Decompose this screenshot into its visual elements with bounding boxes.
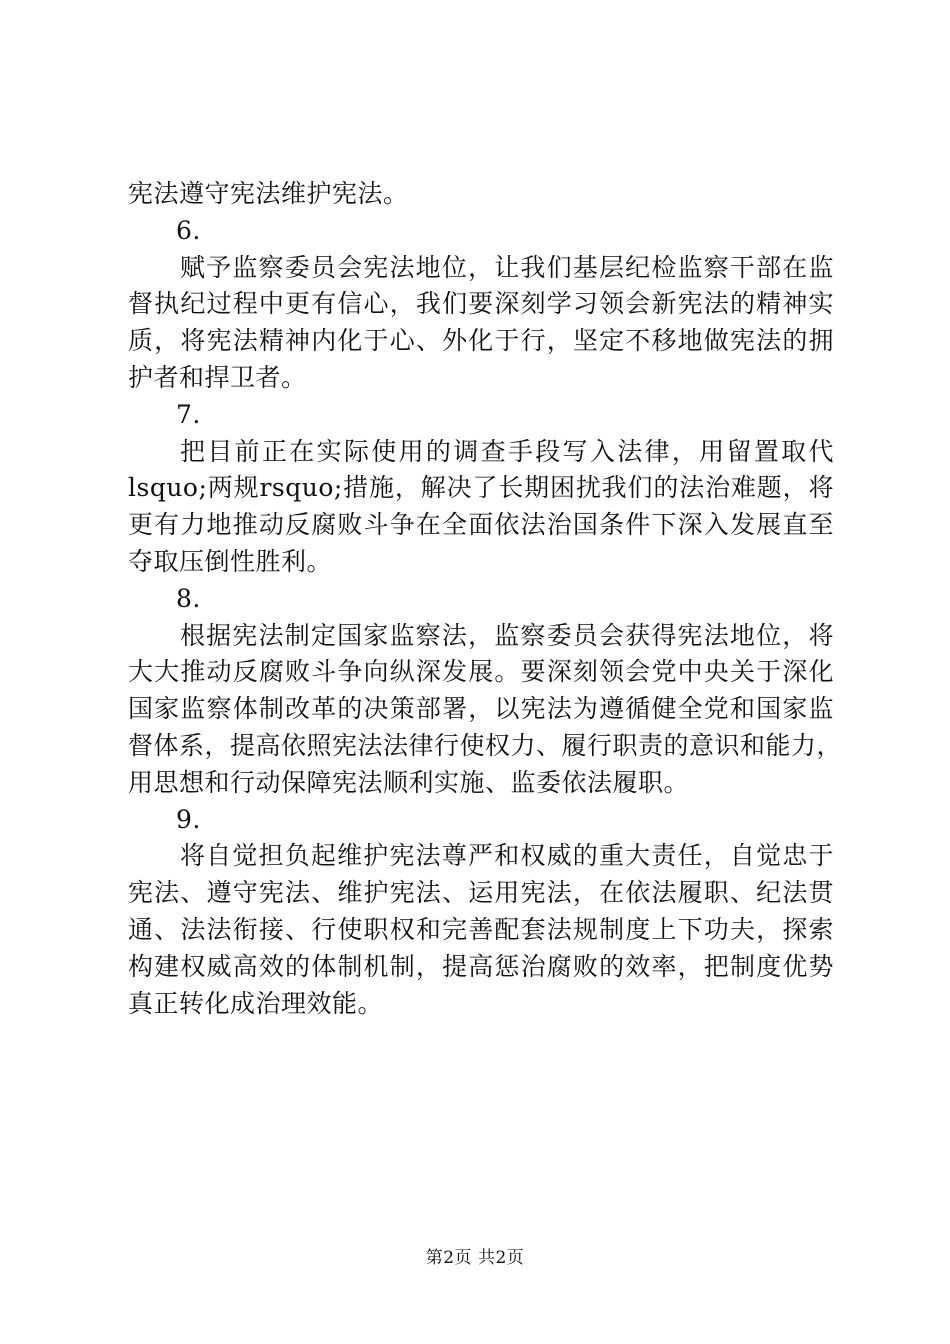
text-line: 通、法法衔接、行使职权和完善配套法规制度上下功夫，探索 (128, 914, 834, 944)
text-line: 将自觉担负起维护宪法尊严和权威的重大责任，自觉忠于 (180, 841, 834, 871)
text-line: 根据宪法制定国家监察法，监察委员会获得宪法地位，将 (180, 620, 834, 650)
text-line: 宪法、遵守宪法、维护宪法、运用宪法，在依法履职、纪法贯 (128, 878, 834, 908)
text-line: 大大推动反腐败斗争向纵深发展。要深刻领会党中央关于深化 (128, 657, 834, 687)
item-number-9: 9. (176, 804, 201, 834)
text-line: 用思想和行动保障宪法顺利实施、监委依法履职。 (128, 767, 690, 797)
page-footer (0, 1243, 950, 1268)
text-line: 督体系，提高依照宪法法律行使权力、履行职责的意识和能力， (128, 730, 843, 760)
text-line: 质，将宪法精神内化于心、外化于行，坚定不移地做宪法的拥 (128, 326, 834, 356)
item-number-7: 7. (176, 399, 201, 429)
text-line: 督执纪过程中更有信心，我们要深刻学习领会新宪法的精神实 (128, 289, 834, 319)
text-line: 夺取压倒性胜利。 (128, 546, 333, 576)
text-line: 构建权威高效的体制机制，提高惩治腐败的效率，把制度优势 (128, 951, 834, 981)
document-body (128, 176, 843, 1022)
text-line: 国家监察体制改革的决策部署，以宪法为遵循健全党和国家监 (128, 694, 834, 724)
text-line: 宪法遵守宪法维护宪法。 (128, 179, 409, 208)
text-line: 真正转化成治理效能。 (128, 988, 384, 1018)
item-number-8: 8. (176, 583, 201, 613)
text-line: 护者和捍卫者。 (128, 362, 307, 392)
item-number-6: 6. (176, 215, 201, 245)
text-line: 更有力地推动反腐败斗争在全面依法治国条件下深入发展直至 (128, 510, 834, 540)
page-number-label: 第2页 共2页 (425, 1248, 525, 1268)
text-line: lsquo;两规rsquo;措施，解决了长期困扰我们的法治难题，将 (128, 473, 834, 503)
text-line: 把目前正在实际使用的调查手段写入法律，用留置取代 (180, 436, 834, 466)
text-line: 赋予监察委员会宪法地位，让我们基层纪检监察干部在监 (180, 252, 834, 282)
